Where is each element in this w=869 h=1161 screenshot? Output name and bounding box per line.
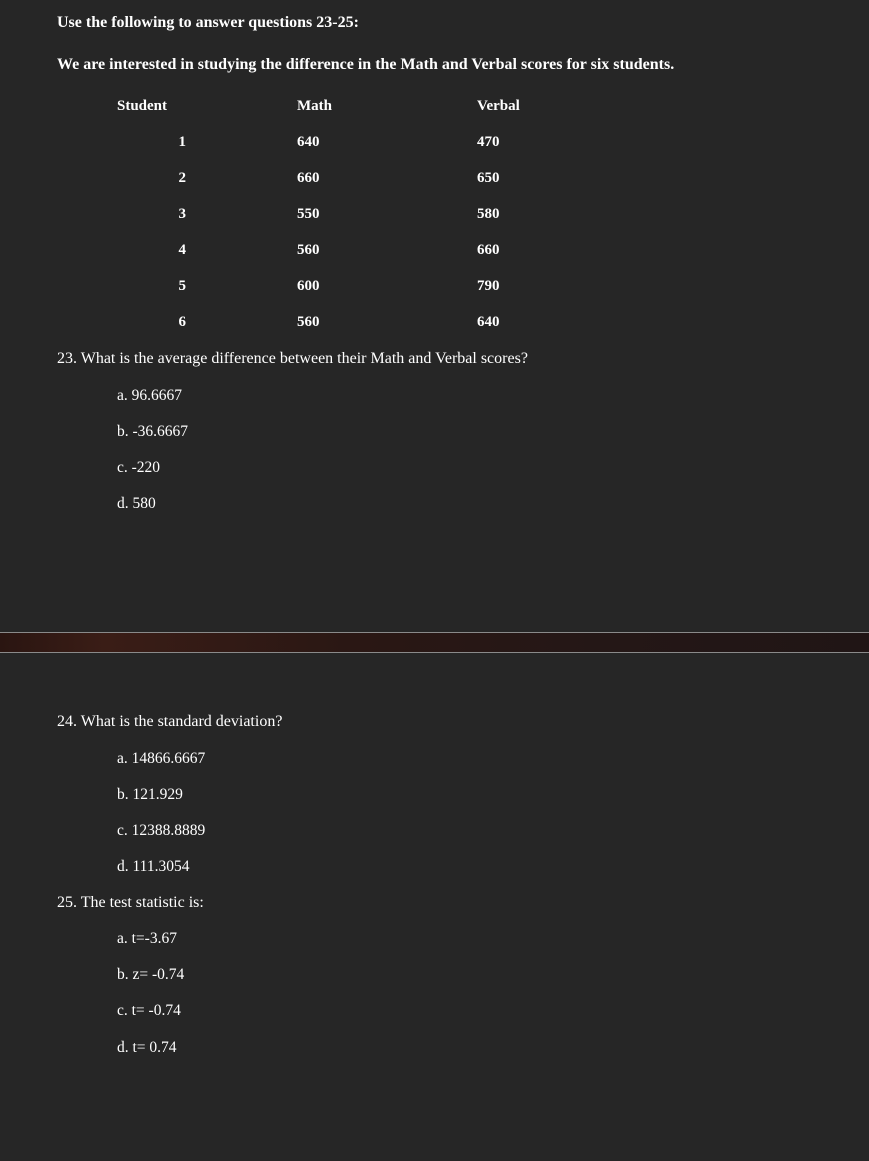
header-verbal: Verbal xyxy=(477,98,520,114)
answer-option[interactable]: b. 121.929 xyxy=(117,786,183,803)
intro-heading: Use the following to answer questions 23-25: xyxy=(57,14,359,31)
answer-option[interactable]: a. t=-3.67 xyxy=(117,930,177,947)
cell-math: 640 xyxy=(297,134,320,150)
question-text: 23. What is the average difference between their Math and Verbal scores? xyxy=(57,350,528,367)
answer-option[interactable]: a. 96.6667 xyxy=(117,387,183,404)
answer-option[interactable]: d. 580 xyxy=(117,495,156,512)
answer-option[interactable]: c. t= -0.74 xyxy=(117,1002,181,1019)
cell-verbal: 650 xyxy=(477,170,500,186)
answer-option[interactable]: a. 14866.6667 xyxy=(117,750,206,767)
cell-math: 600 xyxy=(297,278,320,294)
answer-option[interactable]: d. 111.3054 xyxy=(117,858,190,875)
cell-math: 550 xyxy=(297,206,320,222)
cell-math: 560 xyxy=(297,314,320,330)
cell-verbal: 660 xyxy=(477,242,500,258)
cell-verbal: 790 xyxy=(477,278,500,294)
cell-math: 660 xyxy=(297,170,320,186)
intro-description: We are interested in studying the difference in the Math and Verbal scores for six students. xyxy=(57,56,675,73)
question-text: 24. What is the standard deviation? xyxy=(57,713,283,730)
cell-student: 2 xyxy=(178,170,186,186)
question-text: 25. The test statistic is: xyxy=(57,894,204,911)
answer-option[interactable]: b. z= -0.74 xyxy=(117,966,185,983)
header-math: Math xyxy=(297,98,332,114)
cell-verbal: 580 xyxy=(477,206,500,222)
cell-verbal: 640 xyxy=(477,314,500,330)
page-divider xyxy=(0,632,869,653)
cell-student: 6 xyxy=(178,314,186,330)
answer-option[interactable]: d. t= 0.74 xyxy=(117,1039,177,1056)
cell-student: 5 xyxy=(178,278,186,294)
answer-option[interactable]: c. 12388.8889 xyxy=(117,822,206,839)
header-student: Student xyxy=(117,98,168,114)
cell-student: 1 xyxy=(178,134,186,150)
cell-math: 560 xyxy=(297,242,320,258)
cell-verbal: 470 xyxy=(477,134,500,150)
cell-student: 3 xyxy=(178,206,186,222)
cell-student: 4 xyxy=(178,242,186,258)
answer-option[interactable]: c. -220 xyxy=(117,459,161,476)
answer-option[interactable]: b. -36.6667 xyxy=(117,423,189,440)
